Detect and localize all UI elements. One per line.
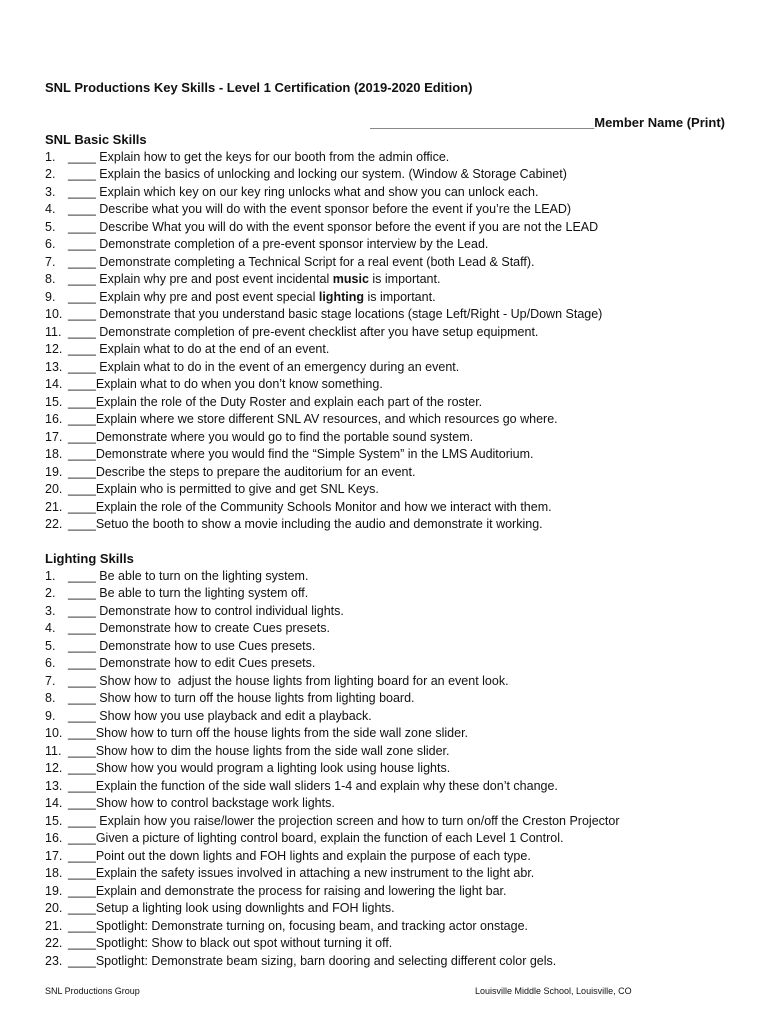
- item-number: 1.: [45, 149, 56, 164]
- list-item: [45, 865, 735, 883]
- check-blank: ____: [68, 778, 96, 793]
- list-item: [45, 690, 735, 708]
- item-number: 3.: [45, 603, 56, 618]
- item-number: 7.: [45, 254, 56, 269]
- footer-left: SNL Productions Group: [45, 986, 140, 996]
- check-blank: ____: [68, 272, 100, 286]
- check-blank: ____: [68, 586, 100, 600]
- list-item: [45, 725, 735, 743]
- item-text: [99, 289, 435, 307]
- check-blank: ____: [68, 726, 96, 740]
- item-number: 10.: [45, 726, 63, 740]
- list-item: [45, 673, 735, 691]
- item-number: 6.: [45, 656, 56, 670]
- list-item: [45, 236, 735, 254]
- list-item: [45, 795, 735, 813]
- check-blank: ____: [68, 568, 100, 583]
- list-item: [45, 743, 735, 761]
- item-text: Show how to dim the house lights from the side wall zone slider.: [95, 743, 450, 758]
- item-text: Describe the steps to prepare the auditorium for an event.: [95, 464, 416, 479]
- check-blank: ____: [68, 377, 96, 391]
- list-item: [45, 166, 735, 184]
- list-item: [45, 324, 735, 342]
- check-blank: ____: [68, 412, 96, 426]
- check-blank: ____: [68, 324, 100, 339]
- list-item: [45, 289, 735, 307]
- check-blank: ____: [68, 359, 100, 374]
- item-number: 15.: [45, 394, 63, 409]
- item-number: 17.: [45, 848, 63, 863]
- check-blank: ____: [68, 796, 96, 810]
- item-number: 20.: [45, 901, 63, 915]
- check-blank: ____: [68, 761, 96, 775]
- check-blank: ____: [68, 831, 96, 845]
- item-text-emphasis: music: [332, 272, 369, 286]
- item-number: 19.: [45, 464, 63, 479]
- check-blank: ____: [68, 848, 96, 863]
- item-number: 8.: [45, 691, 56, 705]
- check-blank: ____: [68, 691, 100, 705]
- item-text: Explain and demonstrate the process for raising and lowering the light bar.: [95, 883, 507, 898]
- list-item: [45, 655, 735, 673]
- item-text: Show how to adjust the house lights from lighting board for an event look.: [99, 673, 509, 688]
- item-number: 13.: [45, 359, 63, 374]
- check-blank: ____: [68, 866, 96, 880]
- item-number: 22.: [45, 517, 63, 531]
- item-number: 6.: [45, 237, 56, 251]
- item-text: Demonstrate how to create Cues presets.: [99, 621, 330, 635]
- check-blank: ____: [68, 499, 96, 514]
- list-item: [45, 760, 735, 778]
- check-blank: ____: [68, 464, 96, 479]
- item-number: 11.: [45, 743, 62, 758]
- list-item: [45, 149, 735, 167]
- item-text: Demonstrate where you would go to find the portable sound system.: [95, 429, 474, 444]
- item-text: Explain the role of the Community Schools Monitor and how we interact with them.: [95, 499, 552, 514]
- section-heading: Lighting Skills: [45, 551, 134, 566]
- item-text: Demonstrate where you would find the “Simple System” in the LMS Auditorium.: [95, 447, 534, 461]
- item-number: 15.: [45, 813, 63, 828]
- item-text: Demonstrate how to control individual lights.: [99, 603, 344, 618]
- item-text: Explain the safety issues involved in attaching a new instrument to the light abr.: [95, 866, 535, 880]
- item-text: Explain how you raise/lower the projection screen and how to turn on/off the Creston Projector: [99, 813, 620, 828]
- list-item: [45, 953, 735, 971]
- item-text: Demonstrate completion of a pre-event sponsor interview by the Lead.: [99, 237, 489, 251]
- footer-right: Louisville Middle School, Louisville, CO: [475, 986, 632, 996]
- list-item: [45, 900, 735, 918]
- check-blank: ____: [68, 394, 96, 409]
- item-text: Be able to turn on the lighting system.: [99, 568, 309, 583]
- item-number: 18.: [45, 866, 63, 880]
- item-text-post: is important.: [363, 289, 436, 304]
- item-text-emphasis: lighting: [318, 289, 364, 304]
- check-blank: ____: [68, 254, 100, 269]
- item-text: Explain the basics of unlocking and locking our system. (Window & Storage Cabinet): [99, 167, 567, 181]
- item-text: Explain the role of the Duty Roster and explain each part of the roster.: [95, 394, 483, 409]
- item-number: 13.: [45, 778, 63, 793]
- item-text: Show how to turn off the house lights from the side wall zone slider.: [95, 726, 469, 740]
- check-blank: ____: [68, 149, 100, 164]
- list-item: [45, 184, 735, 202]
- list-item: [45, 394, 735, 412]
- check-blank: ____: [68, 307, 100, 321]
- list-item: [45, 306, 735, 324]
- item-text: Setup a lighting look using downlights and FOH lights.: [95, 901, 395, 915]
- item-number: 12.: [45, 761, 63, 775]
- item-text: Explain which key on our key ring unlocks what and show you can unlock each.: [99, 184, 539, 199]
- item-number: 5.: [45, 638, 56, 653]
- item-text: Explain where we store different SNL AV resources, and which resources go where.: [95, 412, 558, 426]
- check-blank: ____: [68, 184, 100, 199]
- item-number: 9.: [45, 289, 56, 304]
- list-item: [45, 446, 735, 464]
- list-item: [45, 778, 735, 796]
- check-blank: ____: [68, 936, 96, 950]
- item-number: 12.: [45, 342, 63, 356]
- list-item: [45, 638, 735, 656]
- list-item: [45, 813, 735, 831]
- list-item: [45, 219, 735, 237]
- item-text: Spotlight: Show to black out spot without turning it off.: [95, 936, 393, 950]
- list-item: [45, 585, 735, 603]
- check-blank: ____: [68, 482, 96, 496]
- item-text: Explain what to do when you don’t know something.: [95, 377, 383, 391]
- check-blank: ____: [68, 918, 96, 933]
- check-blank: ____: [68, 342, 100, 356]
- list-item: [45, 359, 735, 377]
- item-number: 21.: [45, 499, 63, 514]
- item-text: Explain who is permitted to give and get SNL Keys.: [95, 482, 379, 496]
- item-text: [99, 271, 440, 289]
- lighting-skills-list: [45, 568, 735, 971]
- item-number: 9.: [45, 708, 56, 723]
- item-number: 7.: [45, 673, 56, 688]
- item-text-pre: Explain why pre and post event incidental: [99, 272, 333, 286]
- item-text: Given a picture of lighting control board, explain the function of each Level 1 Control.: [95, 831, 564, 845]
- item-text: Demonstrate completing a Technical Script for a real event (both Lead & Staff).: [99, 254, 535, 269]
- list-item: [45, 830, 735, 848]
- lighting-skills-section: [45, 550, 735, 970]
- list-item: [45, 848, 735, 866]
- item-number: 17.: [45, 429, 63, 444]
- item-text: Point out the down lights and FOH lights and explain the purpose of each type.: [95, 848, 531, 863]
- document-title: SNL Productions Key Skills - Level 1 Certification (2019-2020 Edition): [45, 80, 473, 95]
- list-item: [45, 411, 735, 429]
- item-number: 2.: [45, 586, 56, 600]
- check-blank: ____: [68, 953, 96, 968]
- item-text: Spotlight: Demonstrate turning on, focusing beam, and tracking actor onstage.: [95, 918, 529, 933]
- list-item: [45, 516, 735, 534]
- section-heading: SNL Basic Skills: [45, 132, 147, 147]
- list-item: [45, 254, 735, 272]
- basic-skills-list: [45, 149, 735, 534]
- check-blank: ____: [68, 289, 100, 304]
- item-number: 16.: [45, 412, 63, 426]
- item-number: 4.: [45, 621, 56, 635]
- item-text: Show how to turn off the house lights from lighting board.: [99, 691, 415, 705]
- item-number: 1.: [45, 568, 56, 583]
- item-number: 22.: [45, 936, 63, 950]
- item-text: Show how to control backstage work lights.: [95, 796, 335, 810]
- check-blank: ____: [68, 603, 100, 618]
- item-number: 4.: [45, 202, 56, 216]
- list-item: [45, 568, 735, 586]
- item-text-pre: Explain why pre and post event special: [99, 289, 319, 304]
- check-blank: ____: [68, 743, 96, 758]
- check-blank: ____: [68, 883, 96, 898]
- item-text: Describe What you will do with the event sponsor before the event if you are not the LEAD: [99, 219, 599, 234]
- list-item: [45, 429, 735, 447]
- item-text: Demonstrate how to edit Cues presets.: [99, 656, 316, 670]
- item-number: 21.: [45, 918, 63, 933]
- check-blank: ____: [68, 708, 100, 723]
- item-number: 19.: [45, 883, 63, 898]
- item-number: 10.: [45, 307, 63, 321]
- item-text: Demonstrate completion of pre-event checklist after you have setup equipment.: [99, 324, 539, 339]
- list-item: [45, 499, 735, 517]
- item-number: 20.: [45, 482, 63, 496]
- list-item: [45, 481, 735, 499]
- list-item: [45, 341, 735, 359]
- list-item: [45, 708, 735, 726]
- list-item: [45, 935, 735, 953]
- check-blank: ____: [68, 202, 100, 216]
- item-text: Show how you would program a lighting look using house lights.: [95, 761, 451, 775]
- item-number: 14.: [45, 796, 63, 810]
- check-blank: ____: [68, 219, 100, 234]
- item-text: Be able to turn the lighting system off.: [99, 586, 309, 600]
- basic-skills-section: [45, 131, 735, 534]
- check-blank: ____: [68, 237, 100, 251]
- item-text: Spotlight: Demonstrate beam sizing, barn dooring and selecting different color gels.: [95, 953, 557, 968]
- item-number: 2.: [45, 167, 56, 181]
- item-number: 14.: [45, 377, 63, 391]
- item-number: 18.: [45, 447, 63, 461]
- check-blank: ____: [68, 429, 96, 444]
- check-blank: ____: [68, 517, 96, 531]
- list-item: [45, 883, 735, 901]
- member-name-field: _______________________________Member Name (Print): [370, 115, 725, 130]
- item-text: Demonstrate that you understand basic stage locations (stage Left/Right - Up/Down Stage): [99, 307, 603, 321]
- item-text: Show how you use playback and edit a playback.: [99, 708, 372, 723]
- list-item: [45, 201, 735, 219]
- check-blank: ____: [68, 673, 100, 688]
- item-text-post: is important.: [368, 272, 441, 286]
- item-number: 16.: [45, 831, 63, 845]
- item-text: Demonstrate how to use Cues presets.: [99, 638, 316, 653]
- item-number: 23.: [45, 953, 63, 968]
- check-blank: ____: [68, 167, 100, 181]
- check-blank: ____: [68, 621, 100, 635]
- check-blank: ____: [68, 656, 100, 670]
- list-item: [45, 918, 735, 936]
- list-item: [45, 620, 735, 638]
- list-item: [45, 376, 735, 394]
- check-blank: ____: [68, 813, 100, 828]
- item-text: Explain what to do in the event of an emergency during an event.: [99, 359, 460, 374]
- check-blank: ____: [68, 901, 96, 915]
- item-number: 8.: [45, 272, 56, 286]
- item-text: Explain how to get the keys for our booth from the admin office.: [99, 149, 450, 164]
- item-text: Explain what to do at the end of an event.: [99, 342, 330, 356]
- item-number: 5.: [45, 219, 56, 234]
- list-item: [45, 271, 735, 289]
- list-item: [45, 603, 735, 621]
- item-text: Explain the function of the side wall sliders 1-4 and explain why these don’t change.: [95, 778, 558, 793]
- item-text: Setuo the booth to show a movie including the audio and demonstrate it working.: [95, 517, 543, 531]
- list-item: [45, 464, 735, 482]
- check-blank: ____: [68, 638, 100, 653]
- check-blank: ____: [68, 447, 96, 461]
- item-number: 3.: [45, 184, 56, 199]
- item-number: 11.: [45, 324, 62, 339]
- item-text: Describe what you will do with the event sponsor before the event if you’re the LEAD): [99, 202, 572, 216]
